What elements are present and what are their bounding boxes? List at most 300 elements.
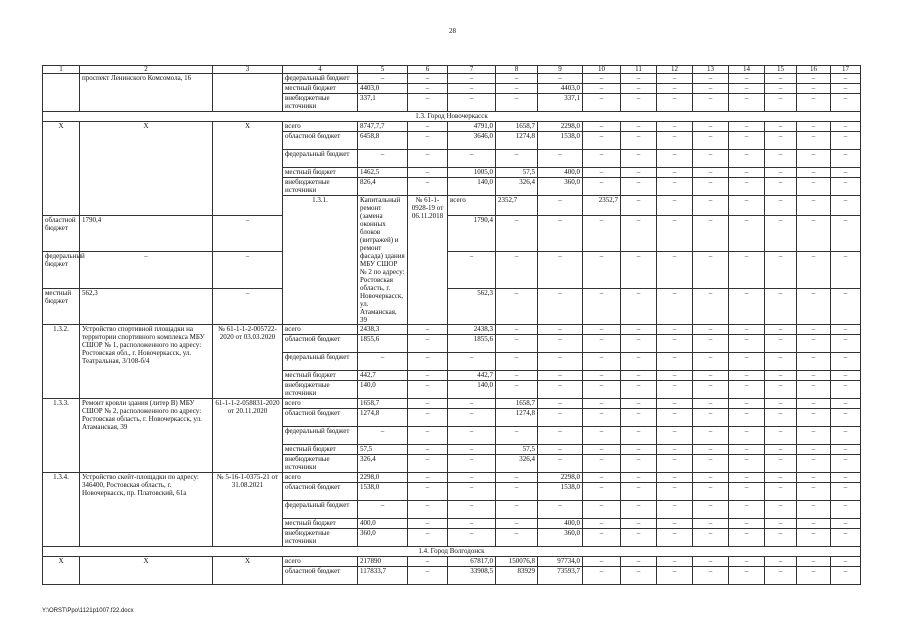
funding-source-cell: местный бюджет — [43, 288, 80, 324]
value-cell: 2298,0 — [358, 473, 408, 483]
funding-source-cell: местный бюджет — [283, 371, 358, 381]
value-cell: – — [448, 74, 496, 84]
value-cell: – — [693, 445, 729, 455]
value-cell: – — [729, 150, 765, 168]
item-number-cell — [43, 74, 80, 112]
column-number-cell: 14 — [729, 66, 765, 74]
value-cell: – — [583, 168, 621, 178]
value-cell: – — [408, 455, 448, 473]
value-cell: – — [583, 353, 621, 371]
value-cell: – — [729, 483, 765, 501]
value-cell: – — [831, 371, 861, 381]
value-cell: – — [765, 557, 797, 567]
value-cell: – — [797, 150, 831, 168]
value-cell: – — [765, 150, 797, 168]
value-cell: – — [408, 557, 448, 567]
section-heading: 1.4. Город Волгодонск — [43, 547, 861, 557]
value-cell: – — [693, 501, 729, 519]
value-cell: – — [657, 216, 693, 252]
value-cell: 1538,0 — [538, 132, 583, 150]
value-cell: – — [831, 84, 861, 94]
table-row — [43, 74, 861, 84]
value-cell: 4403,0 — [358, 84, 408, 94]
value-cell: – — [831, 445, 861, 455]
value-cell: 562,3 — [80, 288, 213, 324]
value-cell: – — [797, 399, 831, 409]
value-cell: – — [538, 399, 583, 409]
value-cell: – — [693, 381, 729, 399]
value-cell: – — [831, 557, 861, 567]
value-cell: – — [538, 501, 583, 519]
column-number-cell: 10 — [583, 66, 621, 74]
value-cell: – — [657, 74, 693, 84]
value-cell: – — [729, 216, 765, 252]
value-cell: – — [408, 325, 448, 335]
value-cell: – — [693, 399, 729, 409]
value-cell: – — [583, 178, 621, 196]
value-cell: – — [448, 529, 496, 547]
value-cell: – — [657, 325, 693, 335]
funding-source-cell: областной бюджет — [283, 483, 358, 501]
value-cell: 1274,8 — [496, 409, 538, 427]
value-cell: – — [765, 409, 797, 427]
value-cell: – — [729, 529, 765, 547]
funding-source-cell: федеральный бюджет — [283, 501, 358, 519]
item-number-cell: 1.3.1. — [283, 196, 358, 325]
value-cell: – — [797, 325, 831, 335]
funding-source-cell: федеральный бюджет — [283, 353, 358, 371]
value-cell: – — [621, 519, 657, 529]
value-cell: – — [621, 74, 657, 84]
value-cell: – — [80, 252, 213, 288]
value-cell: – — [213, 288, 283, 324]
value-cell: – — [448, 150, 496, 168]
value-cell: – — [621, 409, 657, 427]
value-cell: 1658,7 — [358, 399, 408, 409]
value-cell: – — [729, 455, 765, 473]
value-cell: – — [583, 122, 621, 132]
value-cell: – — [765, 427, 797, 445]
value-cell: – — [448, 399, 496, 409]
funding-source-cell: федеральный бюджет — [283, 427, 358, 445]
section-heading: 1.3. Город Новочеркасск — [43, 112, 861, 122]
value-cell: – — [538, 325, 583, 335]
value-cell: – — [765, 371, 797, 381]
value-cell: – — [621, 371, 657, 381]
value-cell: 57,5 — [496, 168, 538, 178]
value-cell: – — [797, 529, 831, 547]
value-cell: – — [621, 196, 657, 216]
value-cell: – — [448, 455, 496, 473]
value-cell: – — [448, 473, 496, 483]
value-cell: – — [693, 168, 729, 178]
value-cell: – — [831, 399, 861, 409]
value-cell: – — [408, 445, 448, 455]
value-cell: – — [693, 132, 729, 150]
value-cell: – — [729, 501, 765, 519]
value-cell: 150076,8 — [496, 557, 538, 567]
value-cell: – — [693, 371, 729, 381]
table-row — [43, 399, 861, 409]
value-cell: – — [797, 94, 831, 112]
value-cell: – — [831, 150, 861, 168]
value-cell: – — [408, 381, 448, 399]
value-cell: – — [621, 150, 657, 168]
value-cell: – — [538, 445, 583, 455]
value-cell: – — [408, 132, 448, 150]
value-cell: – — [797, 122, 831, 132]
value-cell: – — [496, 371, 538, 381]
value-cell: – — [729, 178, 765, 196]
column-number-cell: 9 — [538, 66, 583, 74]
value-cell: – — [797, 216, 831, 252]
value-cell: – — [448, 427, 496, 445]
value-cell: – — [657, 399, 693, 409]
value-cell: – — [729, 84, 765, 94]
value-cell: – — [583, 371, 621, 381]
value-cell: – — [765, 84, 797, 94]
value-cell: – — [657, 94, 693, 112]
funding-source-cell: местный бюджет — [283, 519, 358, 529]
value-cell: 337,1 — [358, 94, 408, 112]
column-number-cell: 15 — [765, 66, 797, 74]
value-cell: 3646,0 — [448, 132, 496, 150]
value-cell: – — [797, 168, 831, 178]
value-cell: – — [797, 288, 831, 324]
value-cell: – — [765, 132, 797, 150]
value-cell: – — [583, 84, 621, 94]
object-name-cell: Устройство скейт-площадки по адресу: 346400, Ростовская область, г. Новочеркасск, пр. Платовский, 61а — [80, 473, 213, 547]
funding-source-cell: всего — [283, 325, 358, 335]
value-cell: – — [797, 74, 831, 84]
value-cell: – — [657, 252, 693, 288]
value-cell: – — [693, 529, 729, 547]
value-cell: – — [408, 529, 448, 547]
value-cell: – — [583, 399, 621, 409]
value-cell: – — [765, 501, 797, 519]
value-cell: – — [657, 455, 693, 473]
value-cell: – — [408, 353, 448, 371]
value-cell: – — [583, 216, 621, 252]
object-name-cell: Капитальный ремонт (замена оконных блоков (витражей) и ремонт фасада) здания МБУ СШОР № 2 по адресу: Ростовская область, г. Новочеркасск, ул. Атаманская, 39 — [358, 196, 408, 325]
value-cell: – — [657, 473, 693, 483]
value-cell: – — [583, 252, 621, 288]
value-cell: 2298,0 — [538, 122, 583, 132]
value-cell: – — [496, 288, 538, 324]
column-number-cell: 8 — [496, 66, 538, 74]
value-cell: – — [831, 567, 861, 585]
value-cell: – — [797, 84, 831, 94]
funding-source-cell: областной бюджет — [43, 216, 80, 252]
value-cell: – — [583, 473, 621, 483]
value-cell: – — [831, 74, 861, 84]
value-cell: 400,0 — [538, 168, 583, 178]
value-cell: – — [583, 519, 621, 529]
value-cell: – — [693, 288, 729, 324]
value-cell: – — [693, 473, 729, 483]
funding-source-cell: местный бюджет — [283, 168, 358, 178]
value-cell: – — [496, 335, 538, 353]
value-cell: – — [797, 196, 831, 216]
value-cell: – — [797, 381, 831, 399]
item-number-cell: X — [43, 122, 80, 216]
value-cell: – — [693, 84, 729, 94]
value-cell: 117833,7 — [358, 567, 408, 585]
value-cell: 400,0 — [538, 519, 583, 529]
value-cell: 337,1 — [538, 94, 583, 112]
value-cell: – — [657, 557, 693, 567]
section-heading-row — [43, 112, 861, 122]
value-cell: – — [729, 252, 765, 288]
value-cell: – — [408, 483, 448, 501]
value-cell: – — [729, 427, 765, 445]
item-number-cell: X — [43, 557, 80, 585]
value-cell: – — [693, 519, 729, 529]
value-cell: – — [358, 74, 408, 84]
table-row — [43, 557, 861, 567]
value-cell: 326,4 — [496, 178, 538, 196]
value-cell: 1790,4 — [80, 216, 213, 252]
value-cell: 1790,4 — [448, 216, 496, 252]
value-cell: – — [729, 473, 765, 483]
value-cell: – — [621, 132, 657, 150]
object-name-cell: Ремонт кровли здания (литер В) МБУ СШОР № 2, расположенного по адресу: Ростовская область, г. Новочеркасск, ул. Атаманская, 39 — [80, 399, 213, 473]
value-cell: – — [657, 445, 693, 455]
value-cell: – — [496, 94, 538, 112]
funding-source-cell: областной бюджет — [283, 335, 358, 353]
value-cell: – — [583, 445, 621, 455]
value-cell: – — [765, 196, 797, 216]
value-cell: – — [693, 427, 729, 445]
value-cell: – — [657, 196, 693, 216]
value-cell: 400,0 — [358, 519, 408, 529]
value-cell: – — [657, 371, 693, 381]
value-cell: 326,4 — [496, 455, 538, 473]
column-number-row — [43, 66, 861, 74]
value-cell: 140,0 — [448, 178, 496, 196]
value-cell: 1855,6 — [448, 335, 496, 353]
value-cell: – — [831, 353, 861, 371]
value-cell: – — [496, 216, 538, 252]
section-heading-row — [43, 547, 861, 557]
value-cell: – — [797, 427, 831, 445]
value-cell: – — [408, 122, 448, 132]
value-cell: – — [496, 381, 538, 399]
value-cell: – — [583, 557, 621, 567]
value-cell: – — [693, 409, 729, 427]
value-cell: – — [729, 567, 765, 585]
value-cell: 2438,3 — [448, 325, 496, 335]
value-cell: – — [621, 455, 657, 473]
value-cell: – — [408, 427, 448, 445]
value-cell: – — [693, 557, 729, 567]
value-cell: – — [538, 288, 583, 324]
value-cell: – — [729, 399, 765, 409]
value-cell: 360,0 — [538, 529, 583, 547]
budget-table — [42, 65, 861, 585]
value-cell: – — [693, 567, 729, 585]
value-cell: – — [693, 216, 729, 252]
value-cell: 562,3 — [448, 288, 496, 324]
value-cell: – — [831, 519, 861, 529]
value-cell: – — [831, 381, 861, 399]
value-cell: – — [621, 94, 657, 112]
value-cell: – — [408, 178, 448, 196]
footer-file-path: Y:\ORST\Ppo\1121p1007.f22.docx — [42, 608, 134, 614]
value-cell: – — [797, 455, 831, 473]
value-cell: 83929 — [496, 567, 538, 585]
value-cell: – — [408, 519, 448, 529]
value-cell: – — [693, 122, 729, 132]
expertise-number-cell — [213, 74, 283, 112]
value-cell: – — [496, 427, 538, 445]
value-cell: – — [657, 353, 693, 371]
value-cell: – — [693, 150, 729, 168]
value-cell: 1274,8 — [496, 132, 538, 150]
value-cell: 57,5 — [358, 445, 408, 455]
column-number-cell: 3 — [213, 66, 283, 74]
value-cell: – — [538, 353, 583, 371]
column-number-cell: 2 — [80, 66, 213, 74]
funding-source-cell: всего — [283, 122, 358, 132]
column-number-cell: 11 — [621, 66, 657, 74]
value-cell: 217890 — [358, 557, 408, 567]
funding-source-cell: всего — [283, 399, 358, 409]
value-cell: – — [765, 325, 797, 335]
value-cell: 1274,8 — [358, 409, 408, 427]
value-cell: – — [621, 557, 657, 567]
value-cell: – — [583, 132, 621, 150]
table-row — [43, 252, 861, 288]
value-cell: 4403,0 — [538, 84, 583, 94]
value-cell: – — [729, 557, 765, 567]
value-cell: – — [729, 445, 765, 455]
value-cell: – — [693, 74, 729, 84]
value-cell: – — [657, 335, 693, 353]
value-cell: – — [448, 519, 496, 529]
value-cell: – — [583, 455, 621, 473]
value-cell: – — [693, 196, 729, 216]
value-cell: – — [621, 381, 657, 399]
value-cell: – — [831, 94, 861, 112]
value-cell: – — [831, 409, 861, 427]
value-cell: – — [583, 529, 621, 547]
value-cell: – — [657, 567, 693, 585]
value-cell: – — [831, 501, 861, 519]
value-cell: 1462,5 — [358, 168, 408, 178]
value-cell: – — [496, 353, 538, 371]
value-cell: – — [408, 150, 448, 168]
value-cell: – — [621, 483, 657, 501]
value-cell: – — [729, 288, 765, 324]
table-row — [43, 122, 861, 132]
value-cell: 442,7 — [448, 371, 496, 381]
expertise-number-cell: № 61-1-0928-19 от 06.11.2018 — [408, 196, 448, 325]
expertise-number-cell: № 61-1-1-2-005722-2020 от 03.03.2020 — [213, 325, 283, 399]
value-cell: – — [621, 252, 657, 288]
value-cell: 360,0 — [358, 529, 408, 547]
object-name-cell: X — [80, 557, 213, 585]
funding-source-cell: внебюджетные источники — [283, 455, 358, 473]
funding-source-cell: внебюджетные источники — [283, 381, 358, 399]
funding-source-cell: местный бюджет — [283, 445, 358, 455]
value-cell: – — [831, 455, 861, 473]
value-cell: 1005,0 — [448, 168, 496, 178]
value-cell: – — [448, 94, 496, 112]
value-cell: – — [621, 84, 657, 94]
value-cell: – — [213, 216, 283, 252]
value-cell: – — [693, 94, 729, 112]
value-cell: – — [797, 371, 831, 381]
value-cell: – — [448, 483, 496, 501]
value-cell: – — [538, 335, 583, 353]
value-cell: – — [408, 399, 448, 409]
value-cell: – — [538, 371, 583, 381]
value-cell: – — [496, 483, 538, 501]
value-cell: – — [358, 353, 408, 371]
item-number-cell: 1.3.2. — [43, 325, 80, 399]
object-name-cell: Устройство спортивной площадки на территории спортивного комплекса МБУ СШОР № 1, расположенного по адресу: Ростовская обл., г. Новочеркасск, ул. Театральная, 3/108-б/4 — [80, 325, 213, 399]
column-number-cell: 16 — [797, 66, 831, 74]
value-cell: – — [621, 501, 657, 519]
value-cell: – — [496, 84, 538, 94]
value-cell: – — [729, 325, 765, 335]
funding-source-cell: местный бюджет — [283, 84, 358, 94]
value-cell: – — [408, 473, 448, 483]
value-cell: – — [729, 122, 765, 132]
value-cell: – — [657, 529, 693, 547]
value-cell: – — [765, 455, 797, 473]
value-cell: – — [408, 74, 448, 84]
value-cell: – — [765, 288, 797, 324]
value-cell: 2352,7 — [496, 196, 538, 216]
value-cell: – — [657, 483, 693, 501]
value-cell: – — [496, 74, 538, 84]
value-cell: – — [583, 335, 621, 353]
value-cell: – — [538, 150, 583, 168]
value-cell: – — [657, 409, 693, 427]
value-cell: 140,0 — [448, 381, 496, 399]
funding-source-cell: федеральный бюджет — [43, 252, 80, 288]
column-number-cell: 13 — [693, 66, 729, 74]
funding-source-cell: всего — [448, 196, 496, 216]
value-cell: – — [358, 427, 408, 445]
value-cell: – — [583, 381, 621, 399]
value-cell: 360,0 — [538, 178, 583, 196]
value-cell: – — [583, 150, 621, 168]
value-cell: – — [797, 178, 831, 196]
value-cell: – — [657, 501, 693, 519]
value-cell: – — [621, 168, 657, 178]
value-cell: – — [797, 252, 831, 288]
value-cell: – — [583, 74, 621, 84]
value-cell: 8747,7,7 — [358, 122, 408, 132]
value-cell: – — [538, 381, 583, 399]
value-cell: – — [831, 122, 861, 132]
value-cell: – — [448, 353, 496, 371]
value-cell: – — [765, 567, 797, 585]
value-cell: – — [408, 501, 448, 519]
value-cell: – — [496, 519, 538, 529]
value-cell: – — [729, 168, 765, 178]
expertise-number-cell: 61-1-1-2-058831-2020 от 20.11.2020 — [213, 399, 283, 473]
value-cell: – — [538, 252, 583, 288]
funding-source-cell: внебюджетные источники — [283, 529, 358, 547]
value-cell: – — [448, 501, 496, 519]
value-cell: – — [831, 252, 861, 288]
value-cell: – — [448, 409, 496, 427]
funding-source-cell: областной бюджет — [283, 409, 358, 427]
